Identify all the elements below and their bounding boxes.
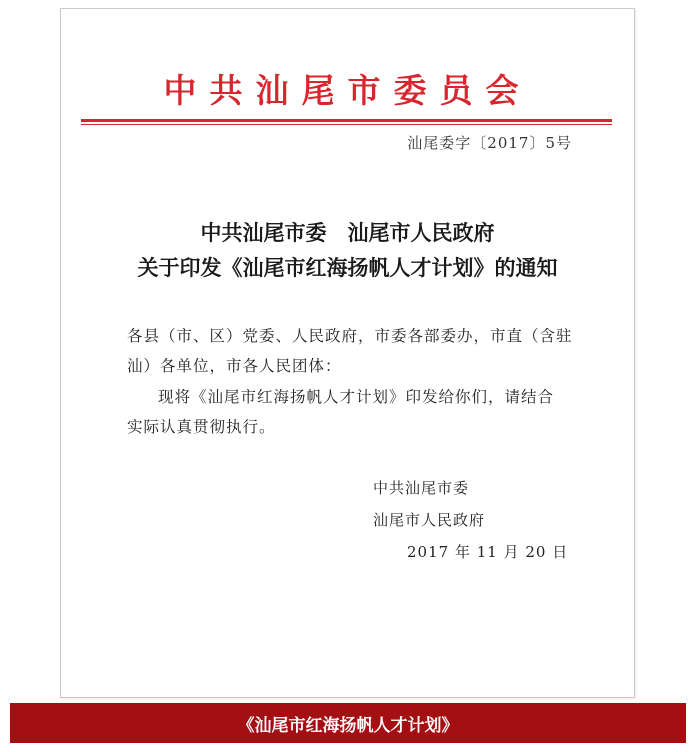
document-title-line2: 关于印发《汕尾市红海扬帆人才计划》的通知 (137, 255, 558, 280)
addressee-line2: 汕）各单位，市各人民团体： (127, 357, 342, 375)
document-page (60, 8, 635, 698)
caption-text: 《汕尾市红海扬帆人才计划》 (237, 715, 459, 736)
body-line2: 实际认真贯彻执行。 (127, 418, 276, 436)
issuer-header: 中共汕尾市委员会 (163, 71, 532, 110)
header-red-rule-thin (81, 124, 612, 125)
signatory-government: 汕尾市人民政府 (373, 511, 486, 529)
document-number: 汕尾委字〔2017〕5号 (407, 134, 572, 152)
document-title-line1: 中共汕尾市委 汕尾市人民政府 (200, 220, 495, 245)
signatory-party-committee: 中共汕尾市委 (373, 479, 470, 497)
body-line1: 现将《汕尾市红海扬帆人才计划》印发给你们，请结合 (158, 388, 555, 406)
caption-bar (10, 703, 686, 743)
header-red-rule-thick (81, 119, 612, 122)
document-date: 2017 年 11 月 20 日 (407, 543, 569, 561)
addressee-line1: 各县（市、区）党委、人民政府，市委各部委办，市直（含驻 (127, 327, 573, 345)
